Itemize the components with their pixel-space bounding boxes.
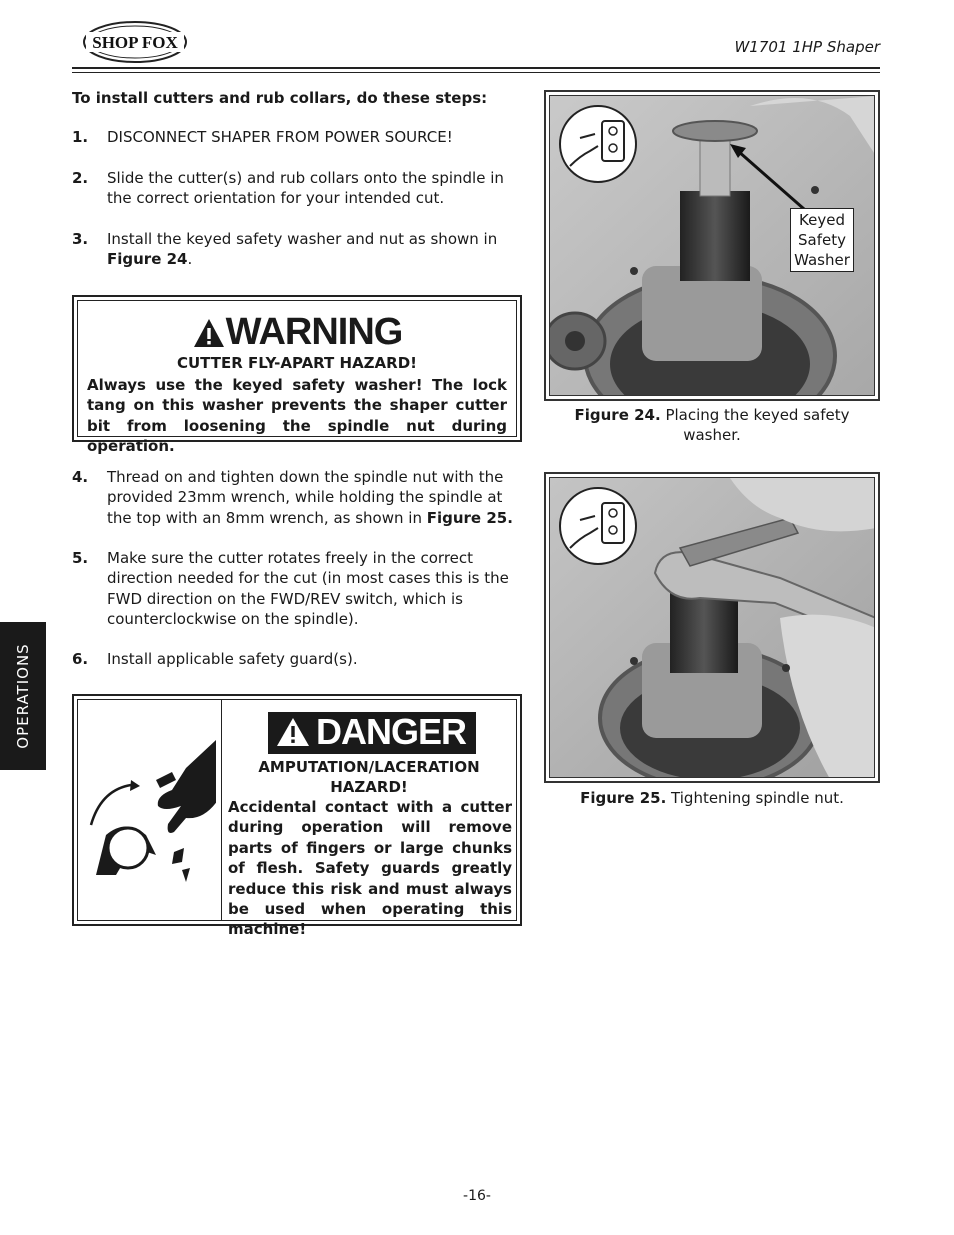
keyed-washer-callout: Keyed Safety Washer — [790, 208, 854, 272]
shaper-wrench-photo — [550, 478, 875, 778]
warning-body: Always use the keyed safety washer! The lock tang on this washer prevents the shaper cutter bit from loosening the spindle nut during operation. — [87, 376, 507, 456]
page-number: -16- — [463, 1188, 491, 1204]
warning-triangle-icon — [192, 317, 226, 349]
logo-text: SHOP FOX — [92, 33, 178, 52]
danger-header: AMPUTATION/LACERATION HAZARD! — [258, 758, 480, 796]
model-title: W1701 1HP Shaper — [734, 38, 880, 56]
figure-25-photo — [544, 472, 880, 783]
section-tab-label: OPERATIONS — [14, 643, 32, 749]
figure-24-caption: Figure 24. Placing the keyed safety washer. — [574, 406, 850, 445]
step-item: 1. DISCONNECT SHAPER FROM POWER SOURCE! — [72, 128, 453, 146]
shop-fox-logo — [82, 20, 188, 64]
step-item: 2. Slide the cutter(s) and rub collars onto the spindle in the correct orientation for your intended cut. — [72, 169, 504, 208]
header-rule-thin — [72, 72, 880, 73]
step-item: 3. Install the keyed safety washer and nut as shown in Figure 24. — [72, 230, 498, 269]
header-rule — [72, 67, 880, 69]
step-item: 6. Install applicable safety guard(s). — [72, 650, 358, 668]
hand-cutter-hazard-icon — [86, 740, 216, 890]
danger-box — [72, 694, 522, 939]
lead-heading: To install cutters and rub collars, do these steps: — [72, 89, 488, 107]
step-item: 4. Thread on and tighten down the spindle nut with the provided 23mm wrench, while holding the spindle at the top with an 8mm wrench, as shown in Figure 25. — [72, 468, 513, 527]
figure-reference: Figure 24 — [107, 250, 188, 269]
danger-body: Accidental contact with a cutter during operation will remove parts of fingers or large chunks of flesh. Safety guards greatly reduce this risk and must always be used when operating this machine! — [228, 798, 512, 939]
step-item: 5. Make sure the cutter rotates freely in the correct direction needed for the cut (in most cases this is the FWD direction on the FWD/REV switch, which is counterclockwise on the spindle). — [72, 549, 509, 629]
figure-reference: Figure 25. — [426, 508, 513, 527]
warning-title: WARNING — [78, 311, 516, 354]
danger-divider — [221, 700, 222, 920]
danger-triangle-icon — [276, 717, 310, 747]
danger-badge: DANGER — [268, 712, 476, 754]
section-tab — [0, 622, 46, 770]
warning-box — [72, 295, 522, 456]
figure-25-caption: Figure 25. Tightening spindle nut. — [580, 789, 844, 807]
figure-24-photo — [544, 90, 880, 401]
warning-header: CUTTER FLY-APART HAZARD! — [176, 354, 418, 372]
